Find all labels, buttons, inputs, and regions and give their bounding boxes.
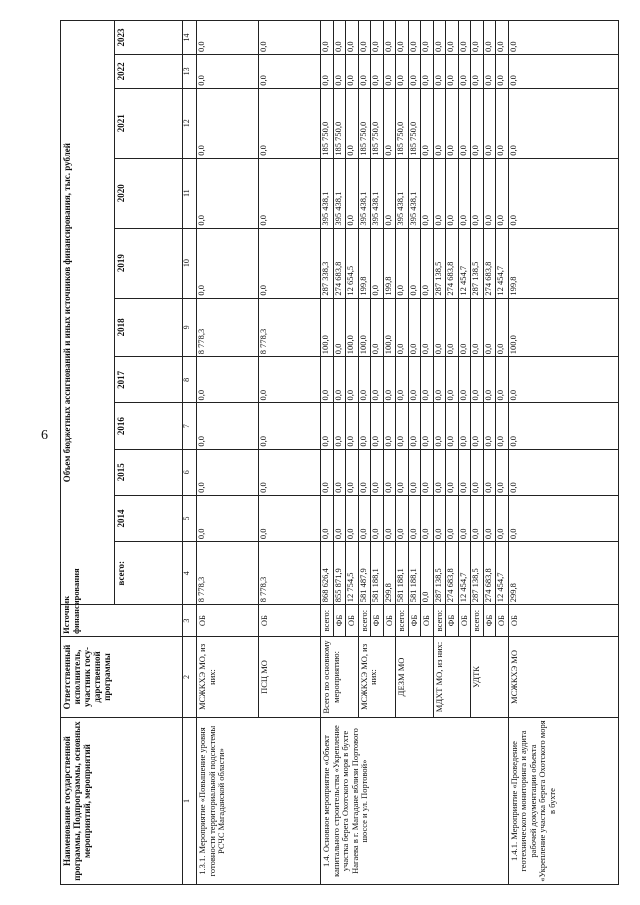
value-cell: 0,0 bbox=[259, 228, 321, 298]
value-cell: 185 750,0 bbox=[321, 88, 334, 158]
value-cell: 0,0 bbox=[408, 21, 421, 55]
value-cell: 0,0 bbox=[383, 88, 396, 158]
value-cell: 0,0 bbox=[496, 403, 509, 449]
value-cell: 12 454,7 bbox=[458, 228, 471, 298]
funding-source: ОБ bbox=[197, 605, 259, 637]
value-cell: 0,0 bbox=[371, 357, 384, 403]
activity-name: 1.4. Основное мероприятие «Объект капитального строительства «Укрепление участка берега Охотского моря в бухте Нагаева в г. Магадане вблизи Портового шоссе и ул. Портовой» bbox=[321, 718, 509, 885]
value-cell: 0,0 bbox=[483, 403, 496, 449]
value-cell: 0,0 bbox=[496, 298, 509, 357]
value-cell: 100,0 bbox=[321, 298, 334, 357]
value-cell: 0,0 bbox=[433, 449, 446, 495]
value-cell: 0,0 bbox=[433, 298, 446, 357]
column-number: 12 bbox=[183, 88, 197, 158]
value-cell: 0,0 bbox=[383, 54, 396, 88]
value-cell: 0,0 bbox=[483, 449, 496, 495]
value-cell: 0,0 bbox=[197, 357, 259, 403]
value-cell: 0,0 bbox=[197, 54, 259, 88]
value-cell: 0,0 bbox=[508, 88, 618, 158]
value-cell: 0,0 bbox=[197, 449, 259, 495]
header-funding: Объем бюджетных ассигнований и иных источников финансирования, тыс. рублей bbox=[61, 21, 115, 605]
value-cell: 581 188,1 bbox=[371, 542, 384, 605]
value-cell: 0,0 bbox=[197, 21, 259, 55]
value-cell: 0,0 bbox=[433, 495, 446, 541]
header-year-2016: 2016 bbox=[115, 403, 183, 449]
funding-source: всего: bbox=[433, 605, 446, 637]
value-cell: 274 683,8 bbox=[483, 228, 496, 298]
value-cell: 0,0 bbox=[446, 21, 459, 55]
value-cell: 287 138,5 bbox=[471, 228, 484, 298]
header-year-2021: 2021 bbox=[115, 88, 183, 158]
value-cell: 0,0 bbox=[433, 21, 446, 55]
value-cell: 274 683,8 bbox=[483, 542, 496, 605]
value-cell: 0,0 bbox=[383, 495, 396, 541]
column-number: 2 bbox=[183, 636, 197, 717]
value-cell: 0,0 bbox=[346, 357, 359, 403]
value-cell: 0,0 bbox=[321, 495, 334, 541]
value-cell: 0,0 bbox=[358, 54, 371, 88]
value-cell: 0,0 bbox=[458, 449, 471, 495]
value-cell: 0,0 bbox=[458, 403, 471, 449]
funding-table bbox=[60, 20, 619, 885]
value-cell: 0,0 bbox=[471, 158, 484, 228]
value-cell: 395 438,1 bbox=[408, 158, 421, 228]
value-cell: 0,0 bbox=[496, 158, 509, 228]
value-cell: 0,0 bbox=[458, 298, 471, 357]
header-year-2022: 2022 bbox=[115, 54, 183, 88]
value-cell: 0,0 bbox=[396, 228, 409, 298]
value-cell: 0,0 bbox=[458, 357, 471, 403]
funding-source: всего: bbox=[471, 605, 484, 637]
funding-source: ОБ bbox=[458, 605, 471, 637]
value-cell: 0,0 bbox=[508, 54, 618, 88]
value-cell: 0,0 bbox=[483, 88, 496, 158]
value-cell: 100,0 bbox=[346, 298, 359, 357]
column-number: 1 bbox=[183, 718, 197, 885]
value-cell: 0,0 bbox=[446, 54, 459, 88]
value-cell: 185 750,0 bbox=[396, 88, 409, 158]
value-cell: 0,0 bbox=[396, 298, 409, 357]
value-cell: 0,0 bbox=[259, 21, 321, 55]
value-cell: 0,0 bbox=[321, 54, 334, 88]
value-cell: 0,0 bbox=[408, 298, 421, 357]
value-cell: 0,0 bbox=[321, 449, 334, 495]
value-cell: 100,0 bbox=[383, 298, 396, 357]
page-number: 6 bbox=[41, 428, 48, 443]
value-cell: 0,0 bbox=[433, 357, 446, 403]
value-cell: 0,0 bbox=[333, 357, 346, 403]
value-cell: 0,0 bbox=[346, 88, 359, 158]
column-number: 7 bbox=[183, 403, 197, 449]
value-cell: 0,0 bbox=[371, 21, 384, 55]
funding-source: всего: bbox=[321, 605, 334, 637]
value-cell: 0,0 bbox=[446, 495, 459, 541]
value-cell: 0,0 bbox=[483, 298, 496, 357]
value-cell: 0,0 bbox=[421, 298, 434, 357]
value-cell: 8 778,3 bbox=[197, 542, 259, 605]
value-cell: 0,0 bbox=[197, 403, 259, 449]
value-cell: 0,0 bbox=[333, 54, 346, 88]
value-cell: 274 683,8 bbox=[446, 542, 459, 605]
value-cell: 199,8 bbox=[358, 228, 371, 298]
value-cell: 0,0 bbox=[197, 88, 259, 158]
column-number: 10 bbox=[183, 228, 197, 298]
header-year-2020: 2020 bbox=[115, 158, 183, 228]
header-year-2017: 2017 bbox=[115, 357, 183, 403]
value-cell: 0,0 bbox=[421, 449, 434, 495]
value-cell: 581 487,9 bbox=[358, 542, 371, 605]
value-cell: 395 438,1 bbox=[396, 158, 409, 228]
value-cell: 0,0 bbox=[458, 495, 471, 541]
value-cell: 0,0 bbox=[433, 403, 446, 449]
value-cell: 0,0 bbox=[346, 403, 359, 449]
value-cell: 0,0 bbox=[471, 403, 484, 449]
value-cell: 12 654,5 bbox=[346, 228, 359, 298]
value-cell: 0,0 bbox=[508, 495, 618, 541]
executor: МСЖКХЭ МО, из них: bbox=[358, 636, 396, 717]
header-executor: Ответственный исполнитель, участник госу-дарственной программы bbox=[61, 636, 183, 717]
value-cell: 100,0 bbox=[358, 298, 371, 357]
value-cell: 0,0 bbox=[396, 357, 409, 403]
funding-source: ОБ bbox=[421, 605, 434, 637]
column-number: 9 bbox=[183, 298, 197, 357]
funding-source: ФБ bbox=[408, 605, 421, 637]
value-cell: 0,0 bbox=[346, 21, 359, 55]
value-cell: 0,0 bbox=[421, 54, 434, 88]
value-cell: 0,0 bbox=[483, 54, 496, 88]
value-cell: 0,0 bbox=[333, 449, 346, 495]
value-cell: 0,0 bbox=[421, 403, 434, 449]
value-cell: 185 750,0 bbox=[408, 88, 421, 158]
value-cell: 0,0 bbox=[421, 21, 434, 55]
value-cell: 0,0 bbox=[371, 403, 384, 449]
value-cell: 0,0 bbox=[358, 357, 371, 403]
header-year-2023: 2023 bbox=[115, 21, 183, 55]
value-cell: 0,0 bbox=[496, 88, 509, 158]
value-cell: 0,0 bbox=[371, 54, 384, 88]
value-cell: 0,0 bbox=[383, 403, 396, 449]
header-year-2019: 2019 bbox=[115, 228, 183, 298]
value-cell: 0,0 bbox=[259, 88, 321, 158]
value-cell: 0,0 bbox=[421, 158, 434, 228]
value-cell: 0,0 bbox=[471, 88, 484, 158]
column-number: 5 bbox=[183, 495, 197, 541]
column-number: 6 bbox=[183, 449, 197, 495]
value-cell: 0,0 bbox=[471, 449, 484, 495]
value-cell: 868 626,4 bbox=[321, 542, 334, 605]
value-cell: 0,0 bbox=[421, 88, 434, 158]
value-cell: 0,0 bbox=[333, 298, 346, 357]
value-cell: 395 438,1 bbox=[333, 158, 346, 228]
funding-source: ФБ bbox=[483, 605, 496, 637]
value-cell: 0,0 bbox=[471, 54, 484, 88]
value-cell: 395 438,1 bbox=[321, 158, 334, 228]
value-cell: 0,0 bbox=[408, 357, 421, 403]
value-cell: 0,0 bbox=[321, 357, 334, 403]
value-cell: 0,0 bbox=[446, 158, 459, 228]
value-cell: 185 750,0 bbox=[358, 88, 371, 158]
value-cell: 185 750,0 bbox=[371, 88, 384, 158]
value-cell: 0,0 bbox=[259, 357, 321, 403]
value-cell: 0,0 bbox=[383, 21, 396, 55]
value-cell: 0,0 bbox=[446, 88, 459, 158]
value-cell: 0,0 bbox=[259, 449, 321, 495]
value-cell: 581 188,1 bbox=[396, 542, 409, 605]
value-cell: 0,0 bbox=[471, 21, 484, 55]
value-cell: 0,0 bbox=[508, 449, 618, 495]
value-cell: 0,0 bbox=[483, 158, 496, 228]
value-cell: 287 138,5 bbox=[471, 542, 484, 605]
value-cell: 0,0 bbox=[471, 357, 484, 403]
column-number: 4 bbox=[183, 542, 197, 605]
value-cell: 287 138,5 bbox=[433, 542, 446, 605]
value-cell: 395 438,1 bbox=[371, 158, 384, 228]
executor: МСЖКХЭ МО bbox=[508, 636, 618, 717]
value-cell: 0,0 bbox=[346, 54, 359, 88]
value-cell: 287 138,5 bbox=[433, 228, 446, 298]
header-source: Источник финансирования bbox=[61, 605, 183, 637]
value-cell: 199,8 bbox=[383, 228, 396, 298]
value-cell: 12 454,7 bbox=[458, 542, 471, 605]
funding-source: всего: bbox=[396, 605, 409, 637]
value-cell: 855 871,9 bbox=[333, 542, 346, 605]
funding-source: ОБ bbox=[346, 605, 359, 637]
value-cell: 0,0 bbox=[321, 403, 334, 449]
value-cell: 0,0 bbox=[508, 158, 618, 228]
funding-source: ОБ bbox=[496, 605, 509, 637]
value-cell: 100,0 bbox=[508, 298, 618, 357]
value-cell: 0,0 bbox=[346, 449, 359, 495]
value-cell: 185 750,0 bbox=[333, 88, 346, 158]
value-cell: 0,0 bbox=[496, 449, 509, 495]
funding-source: всего: bbox=[358, 605, 371, 637]
table-row bbox=[197, 21, 259, 885]
executor: УДТК bbox=[471, 636, 509, 717]
value-cell: 0,0 bbox=[259, 495, 321, 541]
value-cell: 0,0 bbox=[358, 21, 371, 55]
value-cell: 0,0 bbox=[496, 54, 509, 88]
value-cell: 0,0 bbox=[508, 357, 618, 403]
value-cell: 0,0 bbox=[421, 228, 434, 298]
value-cell: 0,0 bbox=[383, 158, 396, 228]
activity-name: 1.3.1. Мероприятие «Повышение уровня готовности территориальной подсистемы РСЧС Магаданской области» bbox=[197, 718, 321, 885]
value-cell: 0,0 bbox=[446, 449, 459, 495]
value-cell: 395 438,1 bbox=[358, 158, 371, 228]
column-number: 11 bbox=[183, 158, 197, 228]
header-total: всего: bbox=[115, 542, 183, 605]
value-cell: 0,0 bbox=[408, 54, 421, 88]
funding-source: ОБ bbox=[259, 605, 321, 637]
value-cell: 274 683,8 bbox=[333, 228, 346, 298]
value-cell: 0,0 bbox=[458, 158, 471, 228]
value-cell: 0,0 bbox=[358, 495, 371, 541]
value-cell: 0,0 bbox=[396, 403, 409, 449]
funding-source: ФБ bbox=[371, 605, 384, 637]
value-cell: 0,0 bbox=[259, 403, 321, 449]
value-cell: 0,0 bbox=[446, 357, 459, 403]
value-cell: 0,0 bbox=[508, 403, 618, 449]
rotated-table-wrapper bbox=[60, 20, 620, 885]
value-cell: 0,0 bbox=[346, 495, 359, 541]
value-cell: 0,0 bbox=[433, 54, 446, 88]
funding-source: ФБ bbox=[333, 605, 346, 637]
column-number: 8 bbox=[183, 357, 197, 403]
value-cell: 0,0 bbox=[421, 495, 434, 541]
value-cell: 8 778,3 bbox=[259, 298, 321, 357]
value-cell: 287 338,3 bbox=[321, 228, 334, 298]
value-cell: 0,0 bbox=[396, 449, 409, 495]
header-name: Наименование государственной программы, Подпрограммы, основных мероприятий, мероприятий bbox=[61, 718, 183, 885]
value-cell: 0,0 bbox=[396, 54, 409, 88]
value-cell: 0,0 bbox=[471, 298, 484, 357]
value-cell: 0,0 bbox=[408, 403, 421, 449]
column-number: 13 bbox=[183, 54, 197, 88]
executor: МДХТ МО, из них: bbox=[433, 636, 471, 717]
funding-source: ФБ bbox=[446, 605, 459, 637]
value-cell: 0,0 bbox=[383, 449, 396, 495]
value-cell: 12 454,7 bbox=[496, 228, 509, 298]
value-cell: 0,0 bbox=[371, 228, 384, 298]
value-cell: 0,0 bbox=[197, 228, 259, 298]
value-cell: 8 778,3 bbox=[197, 298, 259, 357]
value-cell: 0,0 bbox=[259, 54, 321, 88]
value-cell: 0,0 bbox=[408, 228, 421, 298]
executor: ДЕЗМ МО bbox=[396, 636, 434, 717]
value-cell: 12 454,7 bbox=[496, 542, 509, 605]
value-cell: 0,0 bbox=[483, 357, 496, 403]
value-cell: 0,0 bbox=[333, 403, 346, 449]
value-cell: 0,0 bbox=[408, 495, 421, 541]
column-number: 14 bbox=[183, 21, 197, 55]
value-cell: 12 754,5 bbox=[346, 542, 359, 605]
table-row bbox=[508, 21, 618, 885]
value-cell: 0,0 bbox=[496, 495, 509, 541]
header-year-2015: 2015 bbox=[115, 449, 183, 495]
value-cell: 0,0 bbox=[433, 158, 446, 228]
value-cell: 0,0 bbox=[383, 357, 396, 403]
header-year-2014: 2014 bbox=[115, 495, 183, 541]
value-cell: 0,0 bbox=[496, 21, 509, 55]
value-cell: 0,0 bbox=[321, 21, 334, 55]
value-cell: 0,0 bbox=[496, 357, 509, 403]
value-cell: 0,0 bbox=[421, 542, 434, 605]
value-cell: 0,0 bbox=[483, 495, 496, 541]
value-cell: 0,0 bbox=[508, 21, 618, 55]
value-cell: 0,0 bbox=[446, 403, 459, 449]
value-cell: 0,0 bbox=[197, 158, 259, 228]
executor: Всего по основному мероприятию: bbox=[321, 636, 359, 717]
value-cell: 8 778,3 bbox=[259, 542, 321, 605]
value-cell: 0,0 bbox=[346, 158, 359, 228]
value-cell: 199,8 bbox=[508, 228, 618, 298]
table-row bbox=[321, 21, 334, 885]
value-cell: 581 188,1 bbox=[408, 542, 421, 605]
value-cell: 0,0 bbox=[433, 88, 446, 158]
column-number: 3 bbox=[183, 605, 197, 637]
value-cell: 299,8 bbox=[508, 542, 618, 605]
value-cell: 0,0 bbox=[458, 21, 471, 55]
value-cell: 0,0 bbox=[259, 158, 321, 228]
value-cell: 0,0 bbox=[458, 54, 471, 88]
value-cell: 0,0 bbox=[333, 495, 346, 541]
value-cell: 0,0 bbox=[446, 298, 459, 357]
value-cell: 0,0 bbox=[408, 449, 421, 495]
value-cell: 0,0 bbox=[396, 21, 409, 55]
value-cell: 0,0 bbox=[358, 403, 371, 449]
value-cell: 299,8 bbox=[383, 542, 396, 605]
value-cell: 0,0 bbox=[371, 495, 384, 541]
executor: ПСЦ МО bbox=[259, 636, 321, 717]
value-cell: 0,0 bbox=[371, 449, 384, 495]
value-cell: 0,0 bbox=[197, 495, 259, 541]
funding-source: ОБ bbox=[508, 605, 618, 637]
value-cell: 0,0 bbox=[458, 88, 471, 158]
header-year-2018: 2018 bbox=[115, 298, 183, 357]
executor: МСЖКХЭ МО, из них: bbox=[197, 636, 259, 717]
value-cell: 0,0 bbox=[483, 21, 496, 55]
value-cell: 0,0 bbox=[471, 495, 484, 541]
value-cell: 274 683,8 bbox=[446, 228, 459, 298]
activity-name: 1.4.1. Мероприятие «Проведение геотехнического мониторинга и аудита рабочей документации объекта «Укрепление участка берега Охотского моря в бухте bbox=[508, 718, 618, 885]
value-cell: 0,0 bbox=[421, 357, 434, 403]
value-cell: 0,0 bbox=[371, 298, 384, 357]
funding-source: ОБ bbox=[383, 605, 396, 637]
value-cell: 0,0 bbox=[358, 449, 371, 495]
value-cell: 0,0 bbox=[333, 21, 346, 55]
value-cell: 0,0 bbox=[396, 495, 409, 541]
